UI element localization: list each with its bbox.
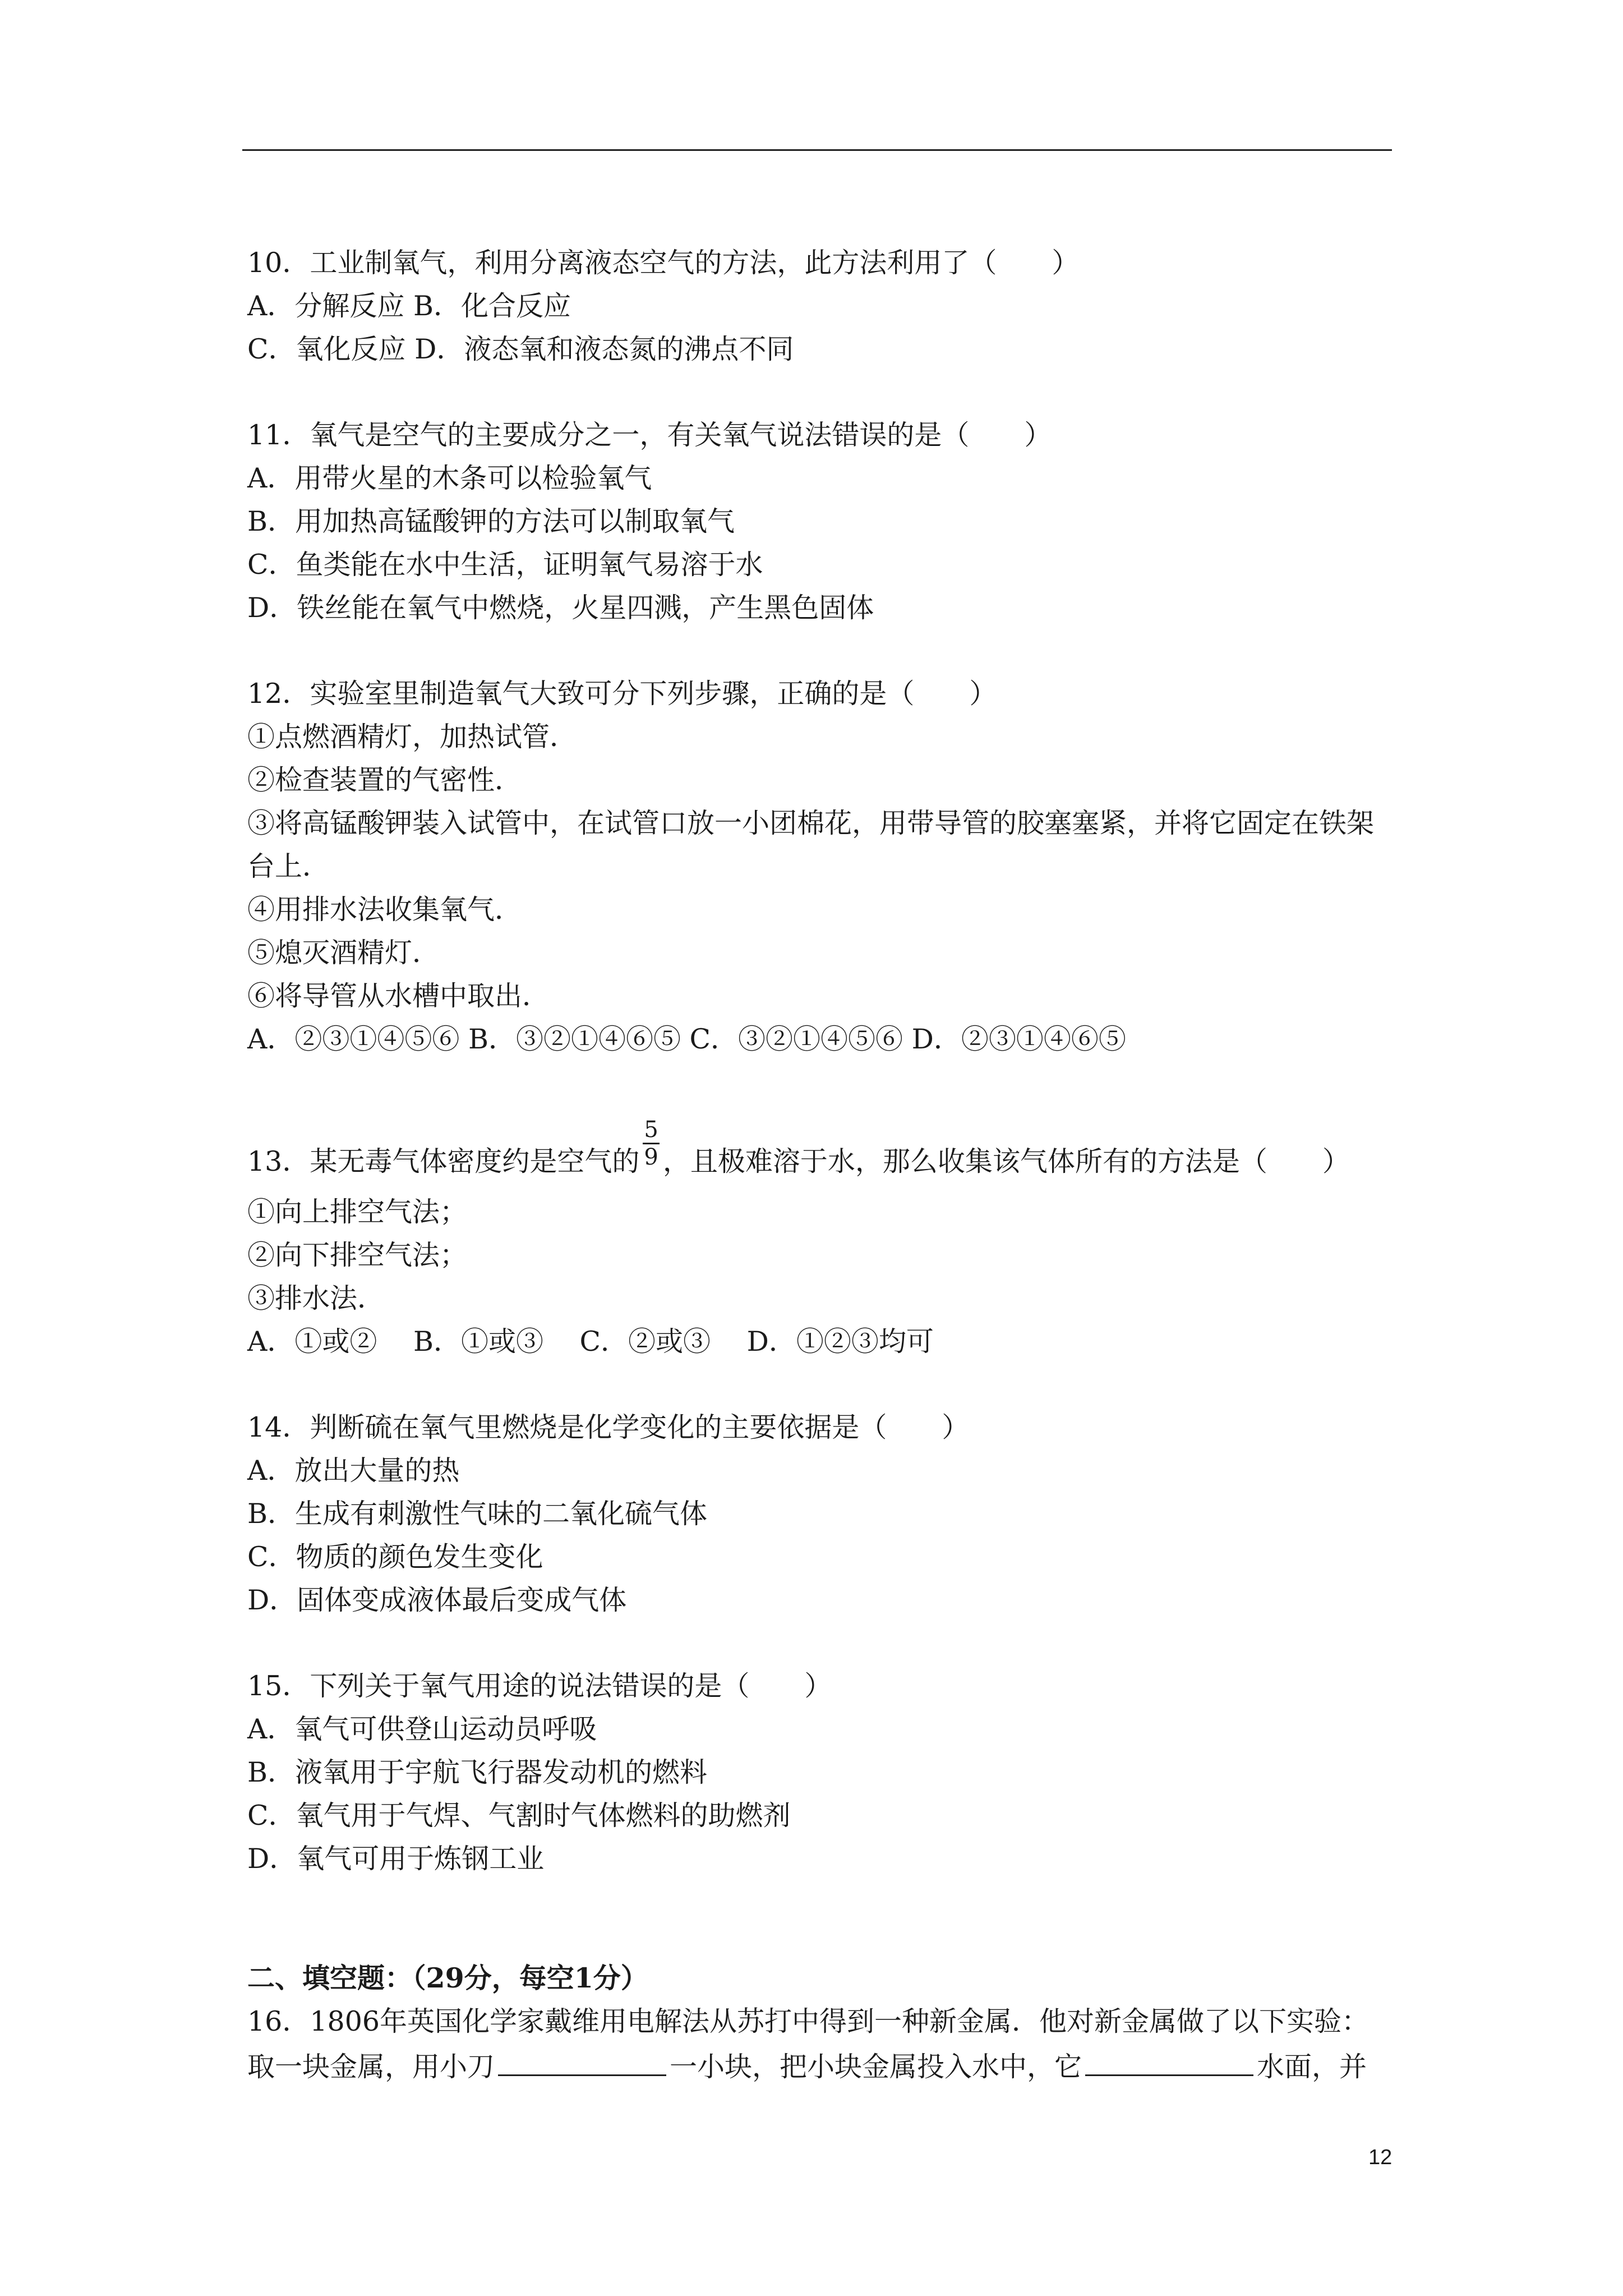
step-line: ⑥将导管从水槽中取出． — [247, 980, 550, 1012]
option-line: A．②③①④⑤⑥ B．③②①④⑥⑤ C．③②①④⑤⑥ D．②③①④⑥⑤ — [247, 1023, 1126, 1055]
option-line: ③排水法． — [247, 1282, 385, 1314]
question-12 — [247, 672, 1394, 1061]
question-14 — [247, 1406, 1394, 1622]
option-line: A．用带火星的木条可以检验氧气 — [247, 462, 652, 494]
option-line: A．放出大量的热 — [247, 1455, 460, 1487]
question-stem: 12．实验室里制造氧气大致可分下列步骤，正确的是（ ） — [247, 678, 997, 710]
option-line: A．分解反应 B．化合反应 — [247, 290, 571, 322]
option-line: C．物质的颜色发生变化 — [247, 1541, 543, 1573]
option-line: C．氧化反应 D．液态氧和液态氮的沸点不同 — [247, 333, 794, 365]
q16-text: 一小块，把小块金属投入水中，它 — [670, 2051, 1082, 2083]
question-stem: 15．下列关于氧气用途的说法错误的是（ ） — [247, 1670, 832, 1702]
stem-before: 13．某无毒气体密度约是空气的 — [247, 1145, 640, 1177]
answer-blank[interactable] — [498, 2043, 666, 2076]
page-content — [247, 241, 1394, 2088]
header-rule — [242, 149, 1392, 151]
question-stem — [247, 1117, 1394, 1190]
question-10 — [247, 241, 1394, 371]
option-line: C．鱼类能在水中生活，证明氧气易溶于水 — [247, 549, 763, 581]
option-line: D．氧气可用于炼钢工业 — [247, 1843, 545, 1875]
page-number: 12 — [1368, 2146, 1393, 2169]
step-line: ⑤熄灭酒精灯． — [247, 937, 440, 969]
option-line: C．氧气用于气焊、气割时气体燃料的助燃剂 — [247, 1800, 791, 1832]
question-13 — [247, 1117, 1394, 1363]
option-line: ②向下排空气法； — [247, 1239, 468, 1271]
question-16-line-2 — [247, 2043, 1394, 2088]
fill-in-section — [247, 1957, 1394, 2088]
step-line: ①点燃酒精灯，加热试管． — [247, 721, 578, 753]
option-line: A．①或② B．①或③ C．②或③ D．①②③均可 — [247, 1326, 934, 1358]
step-line: ③将高锰酸钾装入试管中，在试管口放一小团棉花，用带导管的胶塞塞紧，并将它固定在铁架台上． — [247, 807, 1375, 882]
option-line: D．固体变成液体最后变成气体 — [247, 1584, 627, 1616]
option-line: A．氧气可供登山运动员呼吸 — [247, 1713, 597, 1745]
fraction — [643, 1117, 659, 1170]
question-16-line-1: 16．1806年英国化学家戴维用电解法从苏打中得到一种新金属．他对新金属做了以下实验： — [247, 2005, 1370, 2037]
option-line: B．用加热高锰酸钾的方法可以制取氧气 — [247, 505, 735, 537]
question-stem: 10．工业制氧气，利用分离液态空气的方法，此方法利用了（ ） — [247, 247, 1080, 279]
question-stem: 14．判断硫在氧气里燃烧是化学变化的主要依据是（ ） — [247, 1411, 970, 1443]
section-heading: 二、填空题：（29分，每空1分） — [247, 1962, 648, 1994]
option-line: B．生成有刺激性气味的二氧化硫气体 — [247, 1498, 708, 1530]
fraction-denominator: 9 — [644, 1144, 658, 1170]
option-line: ①向上排空气法； — [247, 1196, 468, 1228]
step-line: ④用排水法收集氧气． — [247, 894, 523, 926]
question-15 — [247, 1664, 1394, 1880]
option-line: B．液氧用于宇航飞行器发动机的燃料 — [247, 1756, 708, 1788]
q16-text: 取一块金属，用小刀 — [247, 2051, 495, 2083]
question-stem: 11．氧气是空气的主要成分之一，有关氧气说法错误的是（ ） — [247, 419, 1052, 451]
step-line: ②检查装置的气密性． — [247, 764, 523, 796]
option-line: D．铁丝能在氧气中燃烧，火星四溅，产生黑色固体 — [247, 592, 874, 624]
answer-blank[interactable] — [1085, 2043, 1253, 2076]
fraction-numerator: 5 — [643, 1117, 659, 1144]
stem-after: ，且极难溶于水，那么收集该气体所有的方法是（ ） — [662, 1145, 1350, 1177]
q16-text: 水面，并 — [1257, 2051, 1367, 2083]
question-11 — [247, 413, 1394, 629]
